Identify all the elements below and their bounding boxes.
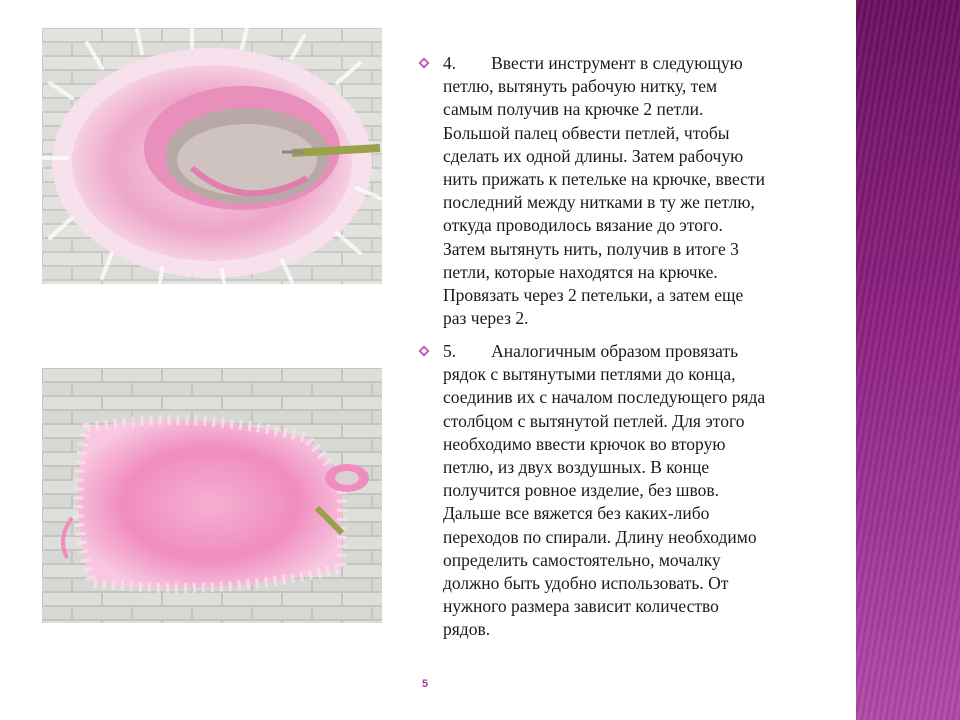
text-item-step-5	[418, 340, 843, 642]
page-number: 5	[421, 678, 429, 690]
step-4-text: 4. Ввести инструмент в следующую петлю, вытянуть рабочую нитку, тем самым получив на крючке 2 петли. Большой палец обвести петлей, чтобы сделать их одной длины. Затем рабочую нить прижать к петельке на крючке, ввести последний между нитками в ту же петлю, откуда проводилось вязание до этого. Затем вытянуть нить, получив в итоге 3 петли, которые находятся на крючке. Провязать через 2 петельки, а затем еще раз через 2.	[443, 53, 765, 329]
decorative-side-band	[856, 0, 960, 720]
diamond-bullet-icon	[418, 57, 430, 69]
text-item-step-4	[418, 52, 843, 330]
diamond-bullet-icon	[418, 345, 430, 357]
step-5-text: 5. Аналогичным образом провязать рядок с вытянутыми петлями до конца, соединив их с началом последующего ряда столбцом с вытянутой петлей. Для этого необходимо ввести крючок во вторую петлю, из двух воздушных. В конце получится ровное изделие, без швов. Дальше все вяжется без каких-либо переходов по спирали. Длину необходимо определить самостоятельно, мочалку должно быть удобно использовать. От нужного размера зависит количество рядов.	[443, 341, 766, 640]
photo-crochet-loops-top	[42, 28, 382, 284]
photo-crochet-piece-bottom	[42, 368, 382, 623]
